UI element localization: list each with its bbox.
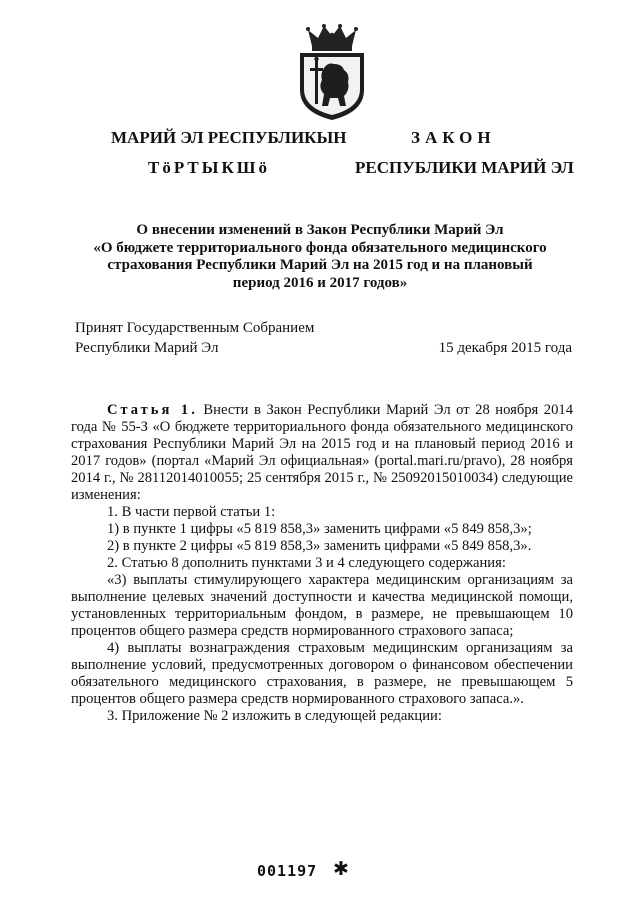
body-paragraph: 4) выплаты вознаграждения страховым медицинским организациям за выполнение условий, предусмотренных договором о финансовом обеспечении обязательного медицинского страхования, в размере, не превышающем 5 процентов общего размера средств нормированного страхового запаса.». [71, 640, 573, 707]
adopted-line1: Принят Государственным Собранием [75, 320, 315, 336]
body-paragraph: 2) в пункте 2 цифры «5 819 858,3» заменить цифрами «5 849 858,3». [107, 538, 532, 554]
document-number: 001197 [257, 862, 318, 880]
body-paragraph: 1) в пункте 1 цифры «5 819 858,3» заменить цифрами «5 849 858,3»; [107, 521, 532, 537]
asterisk-mark: ✱ [333, 858, 349, 880]
header-left-line2: ТӧРТЫКШӧ [148, 158, 270, 177]
body-paragraph: 1. В части первой статьи 1: [107, 504, 276, 520]
coat-of-arms-icon [294, 24, 370, 122]
adopted-by [75, 318, 314, 358]
law-title-line: период 2016 и 2017 годов» [232, 274, 408, 291]
body-paragraph: «3) выплаты стимулирующего характера медицинским организациям за выполнение целевых значений доступности и качества медицинской помощи, установленных территориальным фондом, в размере, не превышающем 10 процентов общего размера средств нормированного страхового запаса; [71, 572, 573, 639]
article-paragraph [71, 402, 573, 504]
law-title-line: «О бюджете территориального фонда обязательного медицинского [93, 239, 547, 256]
body-paragraph: 2. Статью 8 дополнить пунктами 3 и 4 следующего содержания: [107, 555, 506, 571]
law-body [71, 402, 573, 725]
article-label: Статья 1. [107, 402, 198, 418]
law-title-line: страхования Республики Марий Эл на 2015 год и на плановый [107, 257, 533, 273]
header-right-line1: ЗАКОН [411, 128, 496, 147]
body-paragraph: 3. Приложение № 2 изложить в следующей редакции: [107, 708, 442, 724]
article-text: Внести в Закон Республики Марий Эл от 28 ноября 2014 года № 55-З «О бюджете территориального фонда обязательного медицинского страхования Республики Марий Эл на 2015 год и на плановый период 2016 и 2017 годов» (портал «Марий Эл официальная» (portal.mari.ru/pravo), 28 ноября 2014 г., № 28112014010055; 25 сентября 2015 г., № 25092015010034) следующие изменения: [71, 402, 573, 503]
adopted-line2: Республики Марий Эл [75, 340, 219, 356]
law-title [60, 222, 580, 292]
header-right-line2: РЕСПУБЛИКИ МАРИЙ ЭЛ [355, 158, 574, 177]
adoption-date: 15 декабря 2015 года [438, 340, 572, 356]
header-left-line1: МАРИЙ ЭЛ РЕСПУБЛИКЫН [111, 128, 347, 147]
law-title-line: О внесении изменений в Закон Республики Марий Эл [136, 222, 504, 238]
